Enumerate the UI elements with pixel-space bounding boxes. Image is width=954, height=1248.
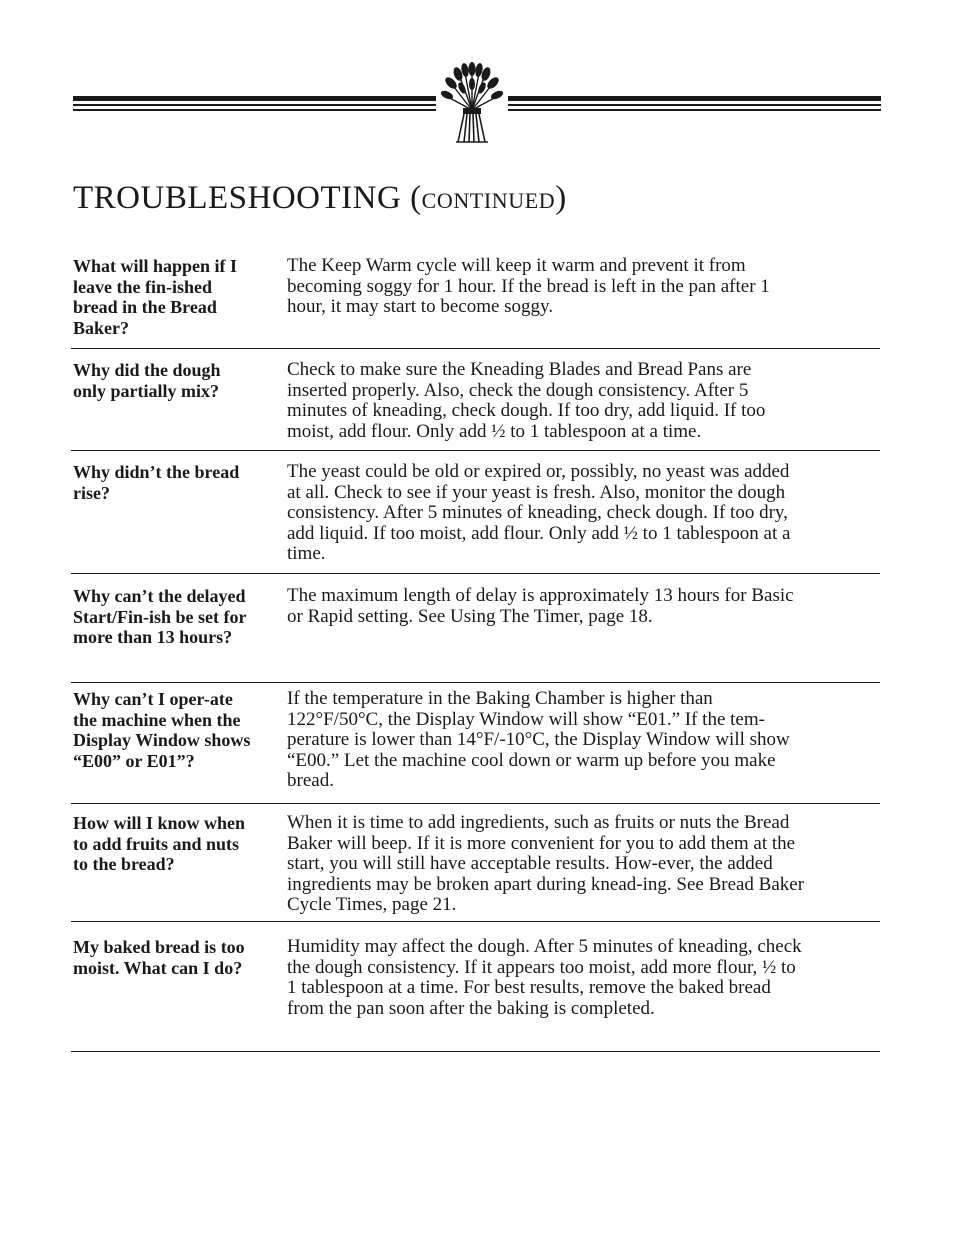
faq-answer: When it is time to add ingredients, such as fruits or nuts the Bread Baker will beep. If it is more convenient for you to add them at the start, you will still have acceptable results. How-ever, the added ingredients may be broken apart during knead-ing. See Bread Baker Cycle Times, page 21. bbox=[287, 812, 805, 915]
faq-question: Why can’t I oper-ate the machine when the Display Window shows “E00” or E01”? bbox=[73, 689, 251, 771]
row-divider bbox=[71, 348, 880, 349]
faq-answer: If the temperature in the Baking Chamber is higher than 122°F/50°C, the Display Window will show “E01.” If the tem-perature is lower than 14°F/-10°C, the Display Window will show “E00.” Let the machine cool down or warm up before you make bread. bbox=[287, 688, 790, 791]
row-divider bbox=[71, 573, 880, 574]
faq-question: Why did the dough only partially mix? bbox=[73, 360, 221, 401]
faq-answer: Check to make sure the Kneading Blades and Bread Pans are inserted properly. Also, check the dough consistency. After 5 minutes of kneading, check dough. If too dry, add liquid. If too moist, add flour. Only add ½ to 1 tablespoon at a time. bbox=[287, 359, 766, 442]
faq-question: My baked bread is too moist. What can I do? bbox=[73, 937, 245, 978]
wheat-sheaf-icon bbox=[436, 62, 508, 144]
row-divider bbox=[71, 682, 880, 683]
faq-answer: The maximum length of delay is approximately 13 hours for Basic or Rapid setting. See Using The Timer, page 18. bbox=[287, 585, 794, 627]
faq-question: How will I know when to add fruits and nuts to the bread? bbox=[73, 813, 246, 874]
row-divider bbox=[71, 1051, 880, 1052]
row-divider bbox=[71, 450, 880, 451]
faq-question: Why can’t the delayed Start/Fin-ish be set for more than 13 hours? bbox=[73, 586, 247, 647]
page-title bbox=[73, 180, 567, 217]
faq-question: Why didn’t the bread rise? bbox=[73, 462, 240, 503]
faq-answer: Humidity may affect the dough. After 5 minutes of kneading, check the dough consistency. If it appears too moist, add more flour, ½ to 1 tablespoon at a time. For best results, remove the baked bread from the pan soon after the baking is completed. bbox=[287, 936, 802, 1019]
page-title-main: TROUBLESHOOTING ( bbox=[73, 180, 422, 216]
faq-answer: The yeast could be old or expired or, possibly, no yeast was added at all. Check to see if your yeast is fresh. Also, monitor the dough consistency. After 5 minutes of kneading, check dough. If too dry, add liquid. If too moist, add flour. Only add ½ to 1 tablespoon at a time. bbox=[287, 461, 791, 564]
page-title-close: ) bbox=[555, 180, 567, 216]
page-title-subtitle: CONTINUED bbox=[421, 188, 556, 213]
row-divider bbox=[71, 803, 880, 804]
faq-question: What will happen if I leave the fin-ished bread in the Bread Baker? bbox=[73, 256, 238, 338]
faq-answer: The Keep Warm cycle will keep it warm and prevent it from becoming soggy for 1 hour. If the bread is left in the pan after 1 hour, it may start to become soggy. bbox=[287, 255, 770, 317]
row-divider bbox=[71, 921, 880, 922]
